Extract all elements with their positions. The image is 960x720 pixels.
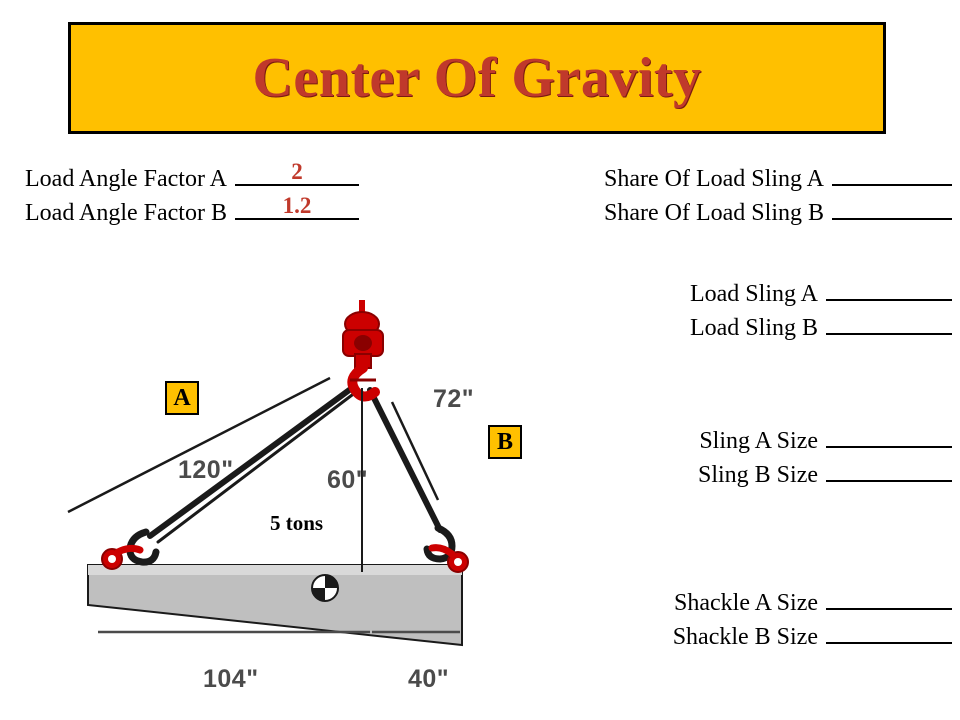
load-angle-factor-a-label: Load Angle Factor A [25, 166, 227, 192]
page-title: Center Of Gravity [252, 47, 702, 109]
hook-block-hardware [343, 300, 383, 397]
shackle-b-size-label: Shackle B Size [672, 624, 818, 650]
share-of-load-sling-a-label: Share Of Load Sling A [604, 166, 824, 192]
load-angle-factor-a-row [25, 159, 359, 193]
share-of-load-sling-b-row [604, 196, 952, 227]
shackle-b-size-row [673, 620, 952, 651]
sling-b-tag [488, 425, 522, 459]
dimension-arrow-120 [68, 378, 330, 512]
load-angle-factor-b-value: 1.2 [282, 193, 312, 218]
share-of-load-sling-b-field[interactable] [832, 196, 952, 220]
center-of-gravity-icon [312, 575, 338, 601]
sling-a-size-row [699, 424, 952, 455]
shackle-a-size-label: Shackle A Size [674, 590, 818, 616]
sling-b-size-row [698, 458, 952, 489]
load-angle-factor-a-field[interactable] [235, 159, 359, 186]
sling-a-tag-label: A [173, 385, 191, 411]
load-sling-b-field[interactable] [826, 311, 952, 335]
load-sling-b-label: Load Sling B [689, 315, 818, 341]
load-weight-label: 5 tons [270, 511, 324, 535]
sling-b-tag-label: B [496, 429, 513, 455]
title-banner [68, 22, 886, 134]
sling-b-size-field[interactable] [826, 458, 952, 482]
rigging-diagram [40, 300, 600, 720]
right-span-label: 40" [408, 665, 450, 693]
sling-b-length-label: 72" [433, 385, 475, 413]
share-of-load-sling-a-field[interactable] [832, 162, 952, 186]
load-angle-factor-b-row [25, 193, 359, 227]
shackle-a-size-field[interactable] [826, 586, 952, 610]
sling-a-tag [165, 381, 199, 415]
share-of-load-sling-b-label: Share Of Load Sling B [604, 200, 824, 226]
share-of-load-sling-a-row [604, 162, 952, 193]
vertical-height-label: 60" [327, 466, 369, 494]
sling-a-size-label: Sling A Size [699, 428, 818, 454]
sling-a-length-label: 120" [178, 456, 234, 484]
shackle-b-size-field[interactable] [826, 620, 952, 644]
load-angle-factor-a-value: 2 [291, 159, 303, 184]
sling-a-size-field[interactable] [826, 424, 952, 448]
sling-b-size-label: Sling B Size [697, 462, 818, 488]
load-sling-a-row [690, 277, 952, 308]
load-angle-factor-b-label: Load Angle Factor B [25, 200, 227, 226]
shackle-a-size-row [674, 586, 952, 617]
left-span-label: 104" [203, 665, 259, 693]
load-sling-b-row [690, 311, 952, 342]
load-sling-a-field[interactable] [826, 277, 952, 301]
load-angle-factor-b-field[interactable] [235, 193, 359, 220]
load-sling-a-label: Load Sling A [689, 281, 818, 307]
